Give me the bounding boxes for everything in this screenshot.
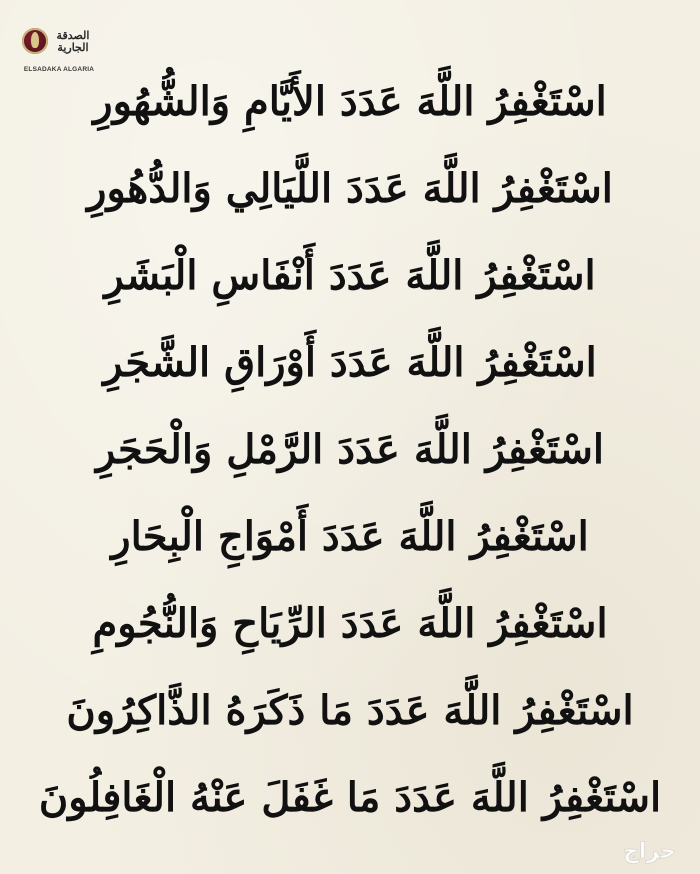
logo-handle: ELSADAKA ALGARIA [23,66,95,73]
logo-title: الصدقة الجارية [56,29,90,54]
text-line: اسْتَغْفِرُ اللَّهَ عَدَدَ أَنْفَاسِ الْبَشَرِ [104,252,596,299]
haraj-watermark: حراج [623,839,676,864]
text-line: اسْتَغْفِرُ اللَّهَ عَدَدَ مَا غَفَلَ عَنْهُ الْغَافِلُونَ [38,774,662,821]
text-line: اسْتَغْفِرُ اللَّهَ عَدَدَ الأَيَّامِ وَالشُّهُورِ [93,78,607,125]
text-line: اسْتَغْفِرُ اللَّهَ عَدَدَ أَمْوَاجِ الْبِحَارِ [111,513,589,560]
text-line: اسْتَغْفِرُ اللَّهَ عَدَدَ اللَّيَالِي وَالدُّهُورِ [87,165,613,212]
istighfar-text [20,58,680,841]
logo-emblem-icon [22,28,48,54]
text-line: اسْتَغْفِرُ اللَّهَ عَدَدَ الرَّمْلِ وَالْحَجَرِ [95,426,605,473]
text-line: اسْتَغْفِرُ اللَّهَ عَدَدَ أَوْرَاقِ الشَّجَرِ [103,339,597,386]
text-line: اسْتَغْفِرُ اللَّهَ عَدَدَ الرِّيَاحِ وَالنُّجُومِ [92,600,608,647]
text-line: اسْتَغْفِرُ اللَّهَ عَدَدَ مَا ذَكَرَهُ الذَّاكِرُونَ [66,687,634,734]
